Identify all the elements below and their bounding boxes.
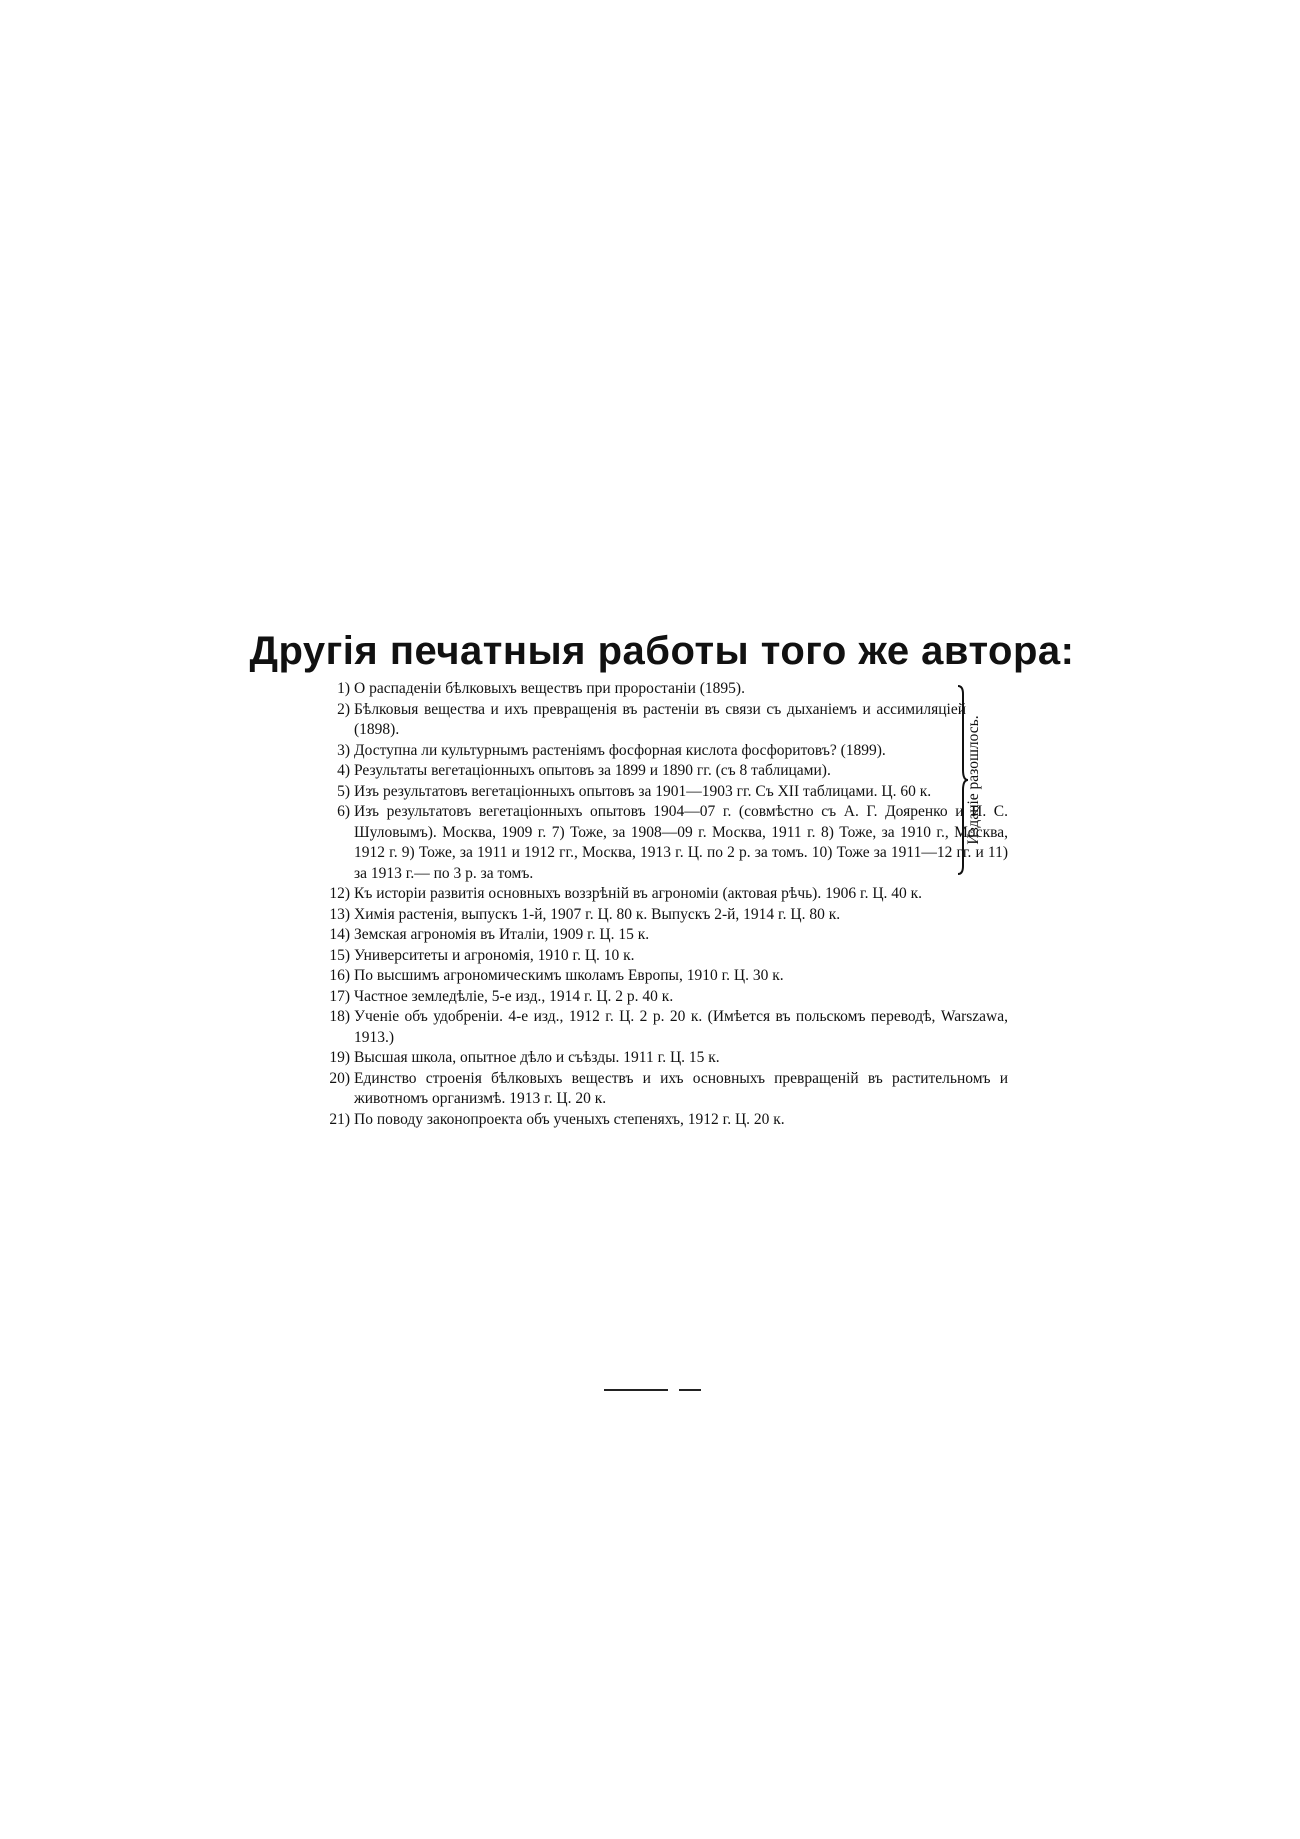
work-text: Изъ результатовъ вегетаціонныхъ опытовъ за 1901—1903 гг. Съ XII таблицами. Ц. 60 к.: [354, 782, 932, 800]
work-text: Химія растенія, выпускъ 1-й, 1907 г. Ц. 80 к. Выпускъ 2-й, 1914 г. Ц. 80 к.: [354, 905, 841, 923]
work-item-3: [318, 741, 1008, 762]
work-number: 21): [329, 1110, 350, 1128]
work-text: По поводу законопроекта объ ученыхъ степеняхъ, 1912 г. Ц. 20 к.: [354, 1110, 785, 1128]
work-number: 17): [329, 987, 350, 1005]
work-number: 4): [337, 762, 350, 779]
work-text: Доступна ли культурнымъ растеніямъ фосфорная кислота фосфоритовъ? (1899).: [354, 741, 886, 759]
work-item-17: [318, 987, 1008, 1008]
page-title: Другія печатныя работы того же автора:: [249, 628, 1075, 673]
works-list: [318, 679, 1008, 1130]
work-number: 2): [337, 700, 350, 718]
work-number: 15): [329, 946, 350, 964]
work-item-13: [318, 905, 1008, 926]
end-rule-short: [679, 1389, 701, 1391]
end-rule-long: [604, 1389, 668, 1391]
work-number: 5): [337, 782, 350, 800]
work-text: Частное земледѣліе, 5-е изд., 1914 г. Ц. 2 р. 40 к.: [354, 987, 674, 1005]
work-text: Бѣлковыя вещества и ихъ превращенія въ растеніи въ связи съ дыханіемъ и ассимиляціей (1898).: [354, 700, 966, 738]
work-number: 12): [329, 885, 350, 902]
work-number: 3): [337, 741, 350, 759]
work-item-19: [318, 1048, 1008, 1069]
work-item-21: [318, 1110, 1008, 1131]
work-item-16: [318, 966, 1008, 987]
work-number: 18): [329, 1008, 350, 1025]
work-number: 1): [337, 680, 350, 697]
work-text: Земская агрономія въ Италіи, 1909 г. Ц. 15 к.: [354, 926, 650, 943]
work-number: 16): [329, 967, 350, 984]
work-text: Къ исторіи развитія основныхъ воззрѣній въ агрономіи (актовая рѣчь). 1906 г. Ц. 40 к.: [354, 885, 923, 902]
out-of-print-bracket: [956, 684, 996, 876]
work-text: Университеты и агрономія, 1910 г. Ц. 10 к.: [354, 946, 635, 964]
work-text: По высшимъ агрономическимъ школамъ Европы, 1910 г. Ц. 30 к.: [354, 967, 784, 984]
work-text: О распаденіи бѣлковыхъ веществъ при проростаніи (1895).: [354, 680, 745, 697]
work-number: 20): [329, 1069, 350, 1087]
work-text: Результаты вегетаціонныхъ опытовъ за 1899 и 1890 гг. (съ 8 таблицами).: [354, 762, 831, 779]
work-item-18: [318, 1007, 1008, 1048]
work-item-6: [318, 802, 1008, 884]
work-item-4: [318, 761, 1008, 782]
work-number: 14): [329, 926, 350, 943]
work-text: Изъ результатовъ вегетаціонныхъ опытовъ 1904—07 г. (совмѣстно съ А. Г. Дояренко и И. С. Шуловымъ). Москва, 1909 г. 7) Тоже, за 1908—09 г. Москва, 1911 г. 8) Тоже, за 1910 г., Москва, 1912 г. 9) Тоже, за 1911 и 1912 гг., Москва, 1913 г. Ц. по 2 р. за томъ. 10) Тоже за 1911—12 гг. и 11) за 1913 г.— по 3 р. за томъ.: [354, 803, 1008, 882]
work-item-15: [318, 946, 1008, 967]
work-text: Единство строенія бѣлковыхъ веществъ и ихъ основныхъ превращеній въ растительномъ и животномъ организмѣ. 1913 г. Ц. 20 к.: [354, 1069, 1008, 1107]
work-item-5: [318, 782, 1008, 803]
work-item-2: [318, 700, 1008, 741]
work-item-20: [318, 1069, 1008, 1110]
work-item-12: [318, 884, 1008, 905]
work-number: 19): [329, 1049, 350, 1066]
work-number: 13): [329, 905, 350, 923]
work-text: Ученіе объ удобреніи. 4-е изд., 1912 г. Ц. 2 р. 20 к. (Имѣется въ польскомъ переводѣ, Warszawa, 1913.): [354, 1008, 1008, 1046]
work-item-1: [318, 679, 1008, 700]
work-number: 6): [337, 803, 350, 820]
work-item-14: [318, 925, 1008, 946]
work-text: Высшая школа, опытное дѣло и съѣзды. 1911 г. Ц. 15 к.: [354, 1049, 720, 1066]
out-of-print-note: Изданіе разошлось.: [965, 715, 982, 845]
